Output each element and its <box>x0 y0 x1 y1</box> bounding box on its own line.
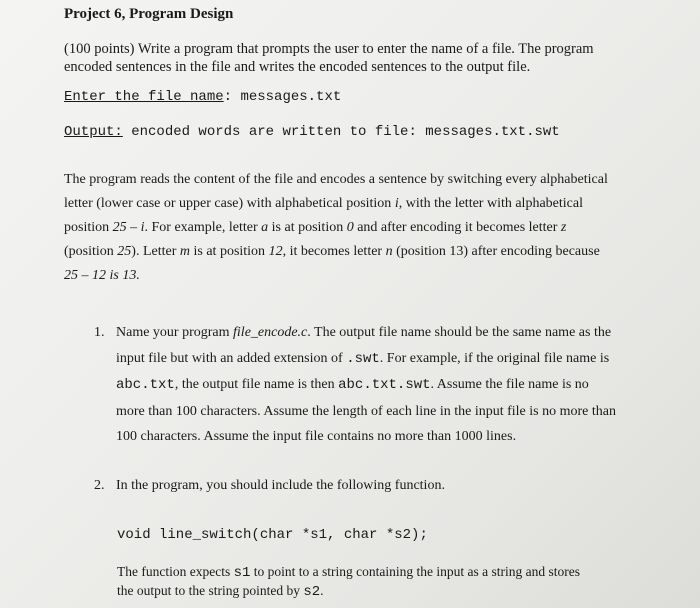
desc-line: position 25 – i. For example, letter a is at position 0 and after encoding it becomes letter z <box>64 220 567 235</box>
enter-colon: : <box>223 89 233 105</box>
intro-paragraph <box>64 40 594 76</box>
enter-value: messages.txt <box>232 89 342 105</box>
desc-line: (position 25). Letter m is at position 12, it becomes letter n (position 13) after encoding because <box>64 244 600 259</box>
sample-output-line <box>64 124 560 140</box>
desc-line: letter (lower case or upper case) with alphabetical position i, with the letter with alphabetical <box>64 196 583 211</box>
list-item-2: 2. In the program, you should include the following function. <box>94 478 445 493</box>
list-item-1: 1. Name your program file_encode.c. The output file name should be the same name as the input file but with an added extension of .swt. For example, if the original file name is abc.txt, the output file name is then abc.txt.swt. Assume the file name is no more than 100 characters. Assume the length of each line in the input file is no more than 100 characters. Assume the input file contains no more than 1000 lines. <box>94 320 616 450</box>
function-signature: void line_switch(char *s1, char *s2); <box>117 527 428 543</box>
function-description: The function expects s1 to point to a string containing the input as a string and stores the output to the string pointed by s2. <box>117 564 580 600</box>
desc-line: 25 – 12 is 13. <box>64 268 140 283</box>
enter-label: Enter the file name <box>64 89 224 105</box>
intro-line: encoded sentences in the file and writes the encoded sentences to the output file. <box>64 59 531 75</box>
page-title: Project 6, Program Design <box>64 6 234 22</box>
sample-input-line <box>64 89 341 105</box>
intro-line: (100 points) Write a program that prompts the user to enter the name of a file. The program <box>64 41 594 57</box>
output-value: encoded words are written to file: messages.txt.swt <box>122 124 560 140</box>
output-label: Output: <box>64 124 123 140</box>
description-paragraph <box>64 168 608 288</box>
list-number: 1. <box>94 325 105 340</box>
desc-line: The program reads the content of the file and encodes a sentence by switching every alphabetical <box>64 172 608 187</box>
list-number: 2. <box>94 478 105 493</box>
